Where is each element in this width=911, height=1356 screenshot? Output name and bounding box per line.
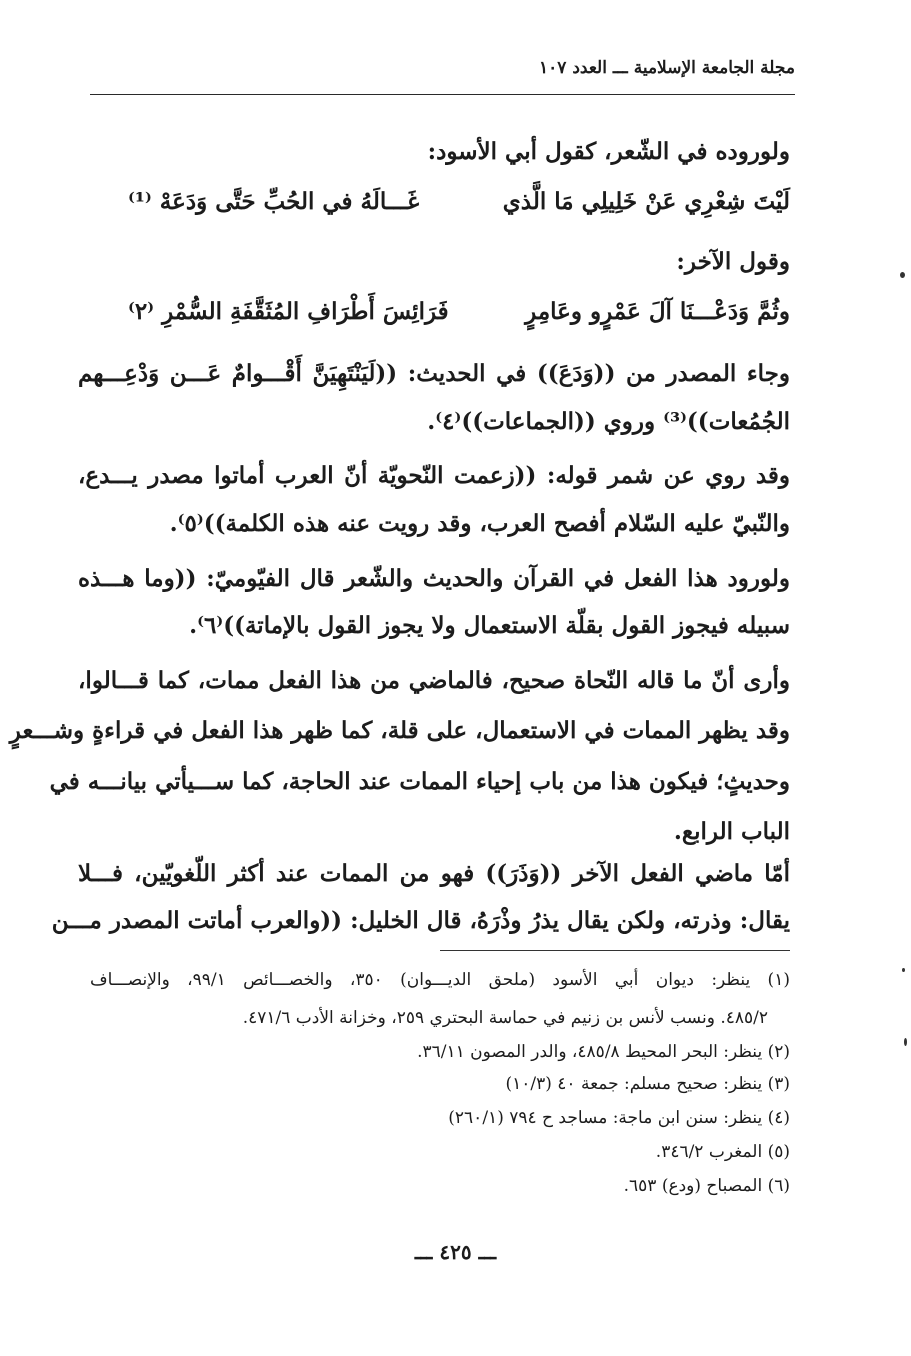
body-line: سبيله فيجوز القول بقلّة الاستعمال ولا يجوز القول بالإماتة))⁽٦⁾. [189,612,790,639]
scan-speck [904,1038,907,1046]
footnote-line: (٥) المغرب ٣٤٦/٢. [655,1142,790,1162]
footnote-line: (٤) ينظر: سنن ابن ماجة: مساجد ح ٧٩٤ (٢٦٠/١) [448,1108,790,1128]
verse-1-second-hemistich: غَـــالَهُ في الحُبِّ حَتَّى وَدَعَهْ ⁽¹⁾ [128,188,420,215]
body-line: والنّبيّ عليه السّلام أفصح العرب، وقد رويت عنه هذه الكلمة))⁽٥⁾. [169,510,790,537]
body-line: وقد يظهر الممات في الاستعمال، على قلة، كما ظهر هذا الفعل في قراءةٍ وشـــعرٍ [9,717,790,744]
header-rule [90,94,795,95]
footnote-line: (٣) ينظر: صحيح مسلم: جمعة ٤٠ (١٠/٣) [505,1074,790,1094]
body-line: وقد روي عن شمر قوله: ((زعمت النّحويّة أنّ العرب أماتوا مصدر يـــدع، [78,462,790,489]
verse-2-second-hemistich: فَرَائِسَ أَطْرَافِ المُثَقَّفَةِ السُّمْرِ ⁽٢⁾ [128,298,449,325]
page-number: ـــ ٤٢٥ ـــ [414,1240,497,1264]
body-line: الجُمُعات))⁽³⁾ وروي ((الجماعات))⁽٤⁾. [427,408,790,435]
body-line: الباب الرابع. [673,818,790,845]
footnote-line: (٦) المصباح (ودع) ٦٥٣. [623,1176,790,1196]
running-header: مجلة الجامعة الإسلامية ـــ العدد ١٠٧ [539,58,795,78]
footnote-separator [440,950,790,951]
body-line: ولوروده في الشّعر، كقول أبي الأسود: [427,138,790,165]
scan-speck [902,968,905,972]
footnote-line: (٢) ينظر: البحر المحيط ٤٨٥/٨، والدر المصون ٣٦/١١. [417,1042,790,1062]
scan-speck [900,272,905,278]
verse-1-first-hemistich: لَيْتَ شِعْرِي عَنْ خَلِيلِي مَا الَّذي [502,188,790,215]
body-line: يقال: وذرته، ولكن يقال يذرُ وذْرَهُ، قال الخليل: ((والعرب أماتت المصدر مـــن [51,907,790,934]
verse-2-first-hemistich: وثُمَّ وَدَعْـــنَا آلَ عَمْرٍو وعَامِرٍ [525,298,790,325]
body-line: وجاء المصدر من ((وَدَعَ)) في الحديث: ((لَيَنْتَهِيَنَّ أَقْـــوامٌ عَـــن وَدْعِـــهم [78,360,790,387]
body-line: وحديثٍ؛ فيكون هذا من باب إحياء الممات عند الحاجة، كما ســـيأتي بيانـــه في [49,768,790,795]
body-line: ولورود هذا الفعل في القرآن والحديث والشّعر قال الفيّوميّ: ((وما هـــذه [78,565,790,592]
body-line: أمّا ماضي الفعل الآخر ((وَذَرَ)) فهو من الممات عند أكثر اللّغويّين، فـــلا [78,860,790,887]
footnote-line: ٤٨٥/٢. ونسب لأنس بن زنيم في حماسة البحتري ٢٥٩، وخزانة الأدب ٤٧١/٦. [242,1008,768,1028]
footnote-line: (١) ينظر: ديوان أبي الأسود (ملحق الديـــوان) ٣٥٠، والخصـــائص ٩٩/١، والإنصـــاف [90,970,790,990]
body-line: وقول الآخر: [676,248,790,275]
body-line: وأرى أنّ ما قاله النّحاة صحيح، فالماضي من هذا الفعل ممات، كما قـــالوا، [78,667,790,694]
